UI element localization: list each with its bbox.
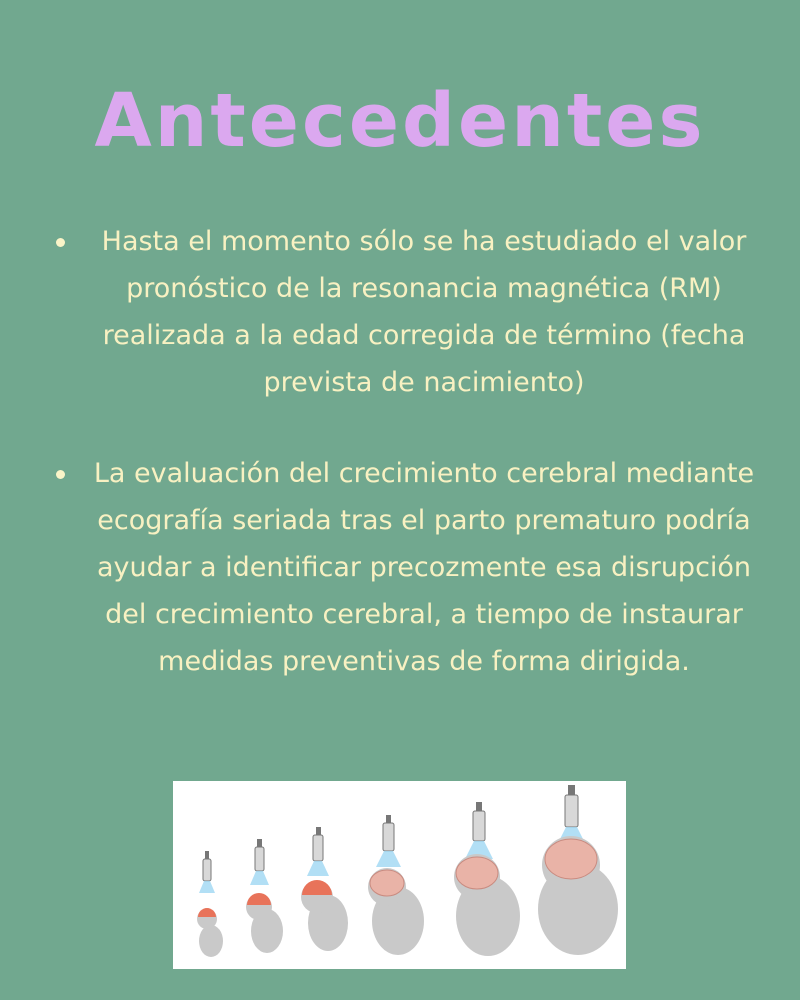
fetus-stage-6 — [538, 785, 618, 955]
bullet-point-icon — [56, 238, 65, 247]
fetal-brain-ultrasound-illustration — [173, 781, 626, 969]
bullet-text-1: Hasta el momento sólo se ha estudiado el valor pronóstico de la resonancia magnética (RM) realizada a la edad corregida de término (fecha prevista de nacimiento) — [101, 226, 747, 398]
fetus-stage-1 — [197, 851, 223, 957]
fetus-stage-3 — [301, 827, 348, 951]
fetus-stage-2 — [246, 839, 283, 953]
bullet-text-2: La evaluación del crecimiento cerebral mediante ecografía seriada tras el parto prematuro podría ayudar a identificar precozmente esa disrupción del crecimiento cerebral, a tiempo de instaurar medidas preventivas de forma dirigida. — [93, 458, 755, 677]
page-title: Antecedentes — [94, 78, 706, 164]
bullet-point-icon — [56, 470, 65, 479]
fetus-stage-4 — [368, 815, 424, 955]
fetus-stage-5 — [454, 802, 520, 956]
